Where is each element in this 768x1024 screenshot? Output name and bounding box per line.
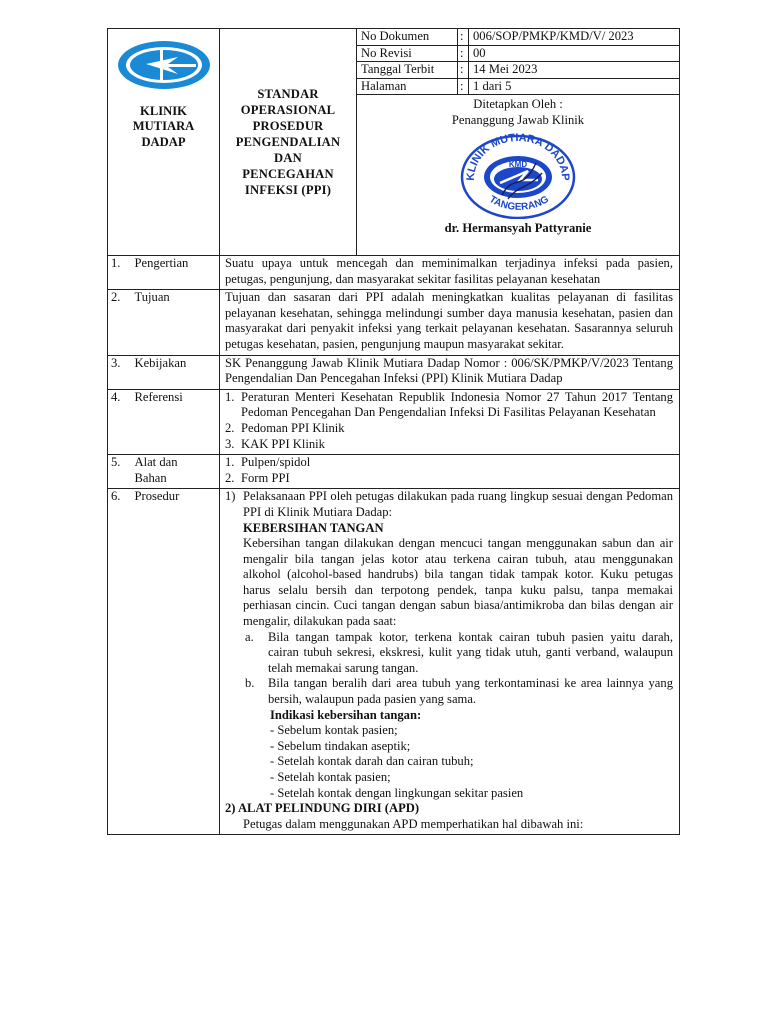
list-item: - Setelah kontak pasien; xyxy=(270,770,391,784)
list-item: b. Bila tangan beralih dari area tubuh yang terkontaminasi ke area lainnya yang bersih, walaupun pada pasien yang sama. xyxy=(245,676,673,707)
meta-row: Halaman : 1 dari 5 xyxy=(357,78,679,95)
list-item: 1) Pelaksanaan PPI oleh petugas dilakukan pada ruang lingkup sesuai dengan Pedoman PPI di Klinik Mutiara Dadap: xyxy=(225,489,673,519)
meta-row: No Revisi : 00 xyxy=(357,45,679,62)
section-row-referensi: 4. Referensi 1. Peraturan Menteri Kesehatan Republik Indonesia Nomor 27 Tahun 2017 Tentang Pedoman Pencegahan Dan Pengendalian Infeksi Di Fasilitas Pelayanan Kesehatan 2. Pedoman PPI Klinik 3. KAK PPI Klinik xyxy=(108,389,680,454)
svg-text:KLINIK MUTIARA DADAP: KLINIK MUTIARA DADAP xyxy=(464,132,572,181)
section-row-alat-bahan: 5. Alat dan Bahan 1. Pulpen/spidol 2. Form PPI xyxy=(108,455,680,489)
document-meta-cell xyxy=(357,29,680,256)
paragraph: Kebersihan tangan dilakukan dengan mencuci tangan menggunakan sabun dan air mengalir bila tangan jelas kotor atau terkena cairan tubuh, atau menggunakan alkohol (alcohol-based handrubs) bila tangan tidak tampak kotor. Kuku petugas harus selalu bersih dan terpotong pendek, tanpa kuku palsu, tanpa memakai perhiasan cincin. Cuci tangan dengan sabun biasa/antimikroba dan bilas dengan air mengalir, dilakukan pada saat: xyxy=(243,536,673,629)
approval-block xyxy=(357,95,679,236)
heading-apd: 2) ALAT PELINDUNG DIRI (APD) xyxy=(225,801,420,816)
section-content: Suatu upaya untuk mencegah dan meminimalkan terjadinya infeksi pada pasien, petugas, pengunjung, dan masyarakat sekitar fasilitas pelayanan kesehatan xyxy=(220,256,680,290)
sop-table xyxy=(107,28,680,835)
header-row xyxy=(108,29,680,256)
list-item: 2. Form PPI xyxy=(225,470,290,485)
document-meta xyxy=(357,29,679,95)
section-content xyxy=(220,455,680,489)
list-item: 3. KAK PPI Klinik xyxy=(225,436,325,451)
list-item: 1. Pulpen/spidol xyxy=(225,455,311,470)
section-row-pengertian: 1. Pengertian Suatu upaya untuk mencegah dan meminimalkan terjadinya infeksi pada pasien, petugas, pengunjung, dan masyarakat sekitar fasilitas pelayanan kesehatan xyxy=(108,256,680,290)
sop-document xyxy=(107,28,679,835)
list-item: - Sebelum kontak pasien; xyxy=(270,723,398,738)
document-title: STANDAR OPERASIONAL PROSEDUR PENGENDALIAN DAN PENCEGAHAN INFEKSI (PPI) xyxy=(235,87,341,197)
clinic-logo-icon xyxy=(116,39,212,91)
clinic-stamp-icon xyxy=(458,133,578,219)
section-row-kebijakan: 3. Kebijakan SK Penanggung Jawab Klinik Mutiara Dadap Nomor : 006/SK/PMKP/V/2023 Tentang Pengendalian Dan Pencegahan Infeksi (PPI) Klinik Mutiara Dadap xyxy=(108,355,680,389)
list-item: a. Bila tangan tampak kotor, terkena kontak cairan tubuh pasien yaitu darah, cairan tubuh sekresi, ekskresi, kulit yang tidak utuh, ganti verband, walaupun telah memakai sarung tangan. xyxy=(245,629,673,675)
section-content xyxy=(220,489,680,835)
document-title-cell xyxy=(220,29,357,256)
paragraph: Petugas dalam menggunakan APD memperhatikan hal dibawah ini: xyxy=(243,816,584,831)
list-item: 1. Peraturan Menteri Kesehatan Republik Indonesia Nomor 27 Tahun 2017 Tentang Pedoman Pencegahan Dan Pengendalian Infeksi Di Fasilitas Pelayanan Kesehatan xyxy=(225,389,673,420)
approver-name: dr. Hermansyah Pattyranie xyxy=(444,220,592,235)
meta-row: No Dokumen : 006/SOP/PMKP/KMD/V/ 2023 xyxy=(357,29,679,45)
list-item: - Sebelum tindakan aseptik; xyxy=(270,738,411,753)
section-content: Tujuan dan sasaran dari PPI adalah meningkatkan kualitas pelayanan di fasilitas pelayanan kesehatan, sehingga melindungi sumber daya manusia kesehatan, pasien dan masyarakat dari penyakit infeksi yang terkait pelayanan kesehatan. Sasarannya seluruh petugas kesehatan, pasien, pengunjung maupun masyarakat sekitar. xyxy=(220,290,680,355)
list-item: - Setelah kontak darah dan cairan tubuh; xyxy=(270,754,474,769)
indikasi-title: Indikasi kebersihan tangan: xyxy=(270,707,422,722)
clinic-logo-cell xyxy=(108,29,220,256)
section-row-prosedur: 6. Prosedur 1) Pelaksanaan PPI oleh petugas dilakukan pada ruang lingkup sesuai dengan Pedoman PPI di Klinik Mutiara Dadap: KEBERSIHAN TANGAN Kebersihan tangan dilakukan dengan mencuci tangan menggunakan sabun dan air mengalir bila tangan jelas kotor atau terkena cairan tubuh, atau menggunakan alkohol (alcohol-based handrubs) bila tangan tidak tampak kotor. Kuku petugas harus selalu bersih dan terpotong pendek, tanpa kuku palsu, tanpa memakai perhiasan cincin. Cuci tangan dengan sabun biasa/antimikroba dan bilas dengan air mengalir, dilakukan pada saat: a. Bila tangan tampak kotor, terkena kontak cairan tubuh pasien yaitu darah, cairan tubuh sekresi, ekskresi, kulit yang tidak utuh, ganti verband, walaupun telah memakai sarung tangan. b. Bila tangan beralih dari area tubuh yang terkontaminasi ke area lainnya yang bersih, walaupun pada pasien yang sama. Indikasi kebersihan tangan: - Sebelum kontak pasien; - Sebelum tindakan aseptik; - Setelah kontak darah dan cairan tubuh; - Setelah kontak pasien; - Setelah kontak dengan lingkungan sekitar pasien 2) ALAT PELINDUNG DIRI (APD) Petugas dalam menggunakan APD memperhatikan hal dibawah ini: xyxy=(108,489,680,835)
approver-role: Penanggung Jawab Klinik xyxy=(451,112,585,127)
section-row-tujuan: 2. Tujuan Tujuan dan sasaran dari PPI adalah meningkatkan kualitas pelayanan di fasilitas pelayanan kesehatan, sehingga melindungi sumber daya manusia kesehatan, pasien dan masyarakat dari penyakit infeksi yang terkait pelayanan kesehatan. Sasarannya seluruh petugas kesehatan, pasien, pengunjung maupun masyarakat sekitar. xyxy=(108,290,680,355)
list-item: - Setelah kontak dengan lingkungan sekitar pasien xyxy=(270,785,524,800)
list-item: 2. Pedoman PPI Klinik xyxy=(225,420,345,435)
svg-text:KMD: KMD xyxy=(508,159,528,169)
svg-text:TANGERANG: TANGERANG xyxy=(487,193,551,213)
meta-row: Tanggal Terbit : 14 Mei 2023 xyxy=(357,62,679,79)
clinic-name: KLINIK MUTIARA DADAP xyxy=(132,103,195,149)
heading-kebersihan-tangan: KEBERSIHAN TANGAN xyxy=(243,520,384,535)
approved-by-label: Ditetapkan Oleh : xyxy=(473,97,563,112)
section-content xyxy=(220,389,680,454)
section-content: SK Penanggung Jawab Klinik Mutiara Dadap Nomor : 006/SK/PMKP/V/2023 Tentang Pengendalian Dan Pencegahan Infeksi (PPI) Klinik Mutiara Dadap xyxy=(220,355,680,389)
